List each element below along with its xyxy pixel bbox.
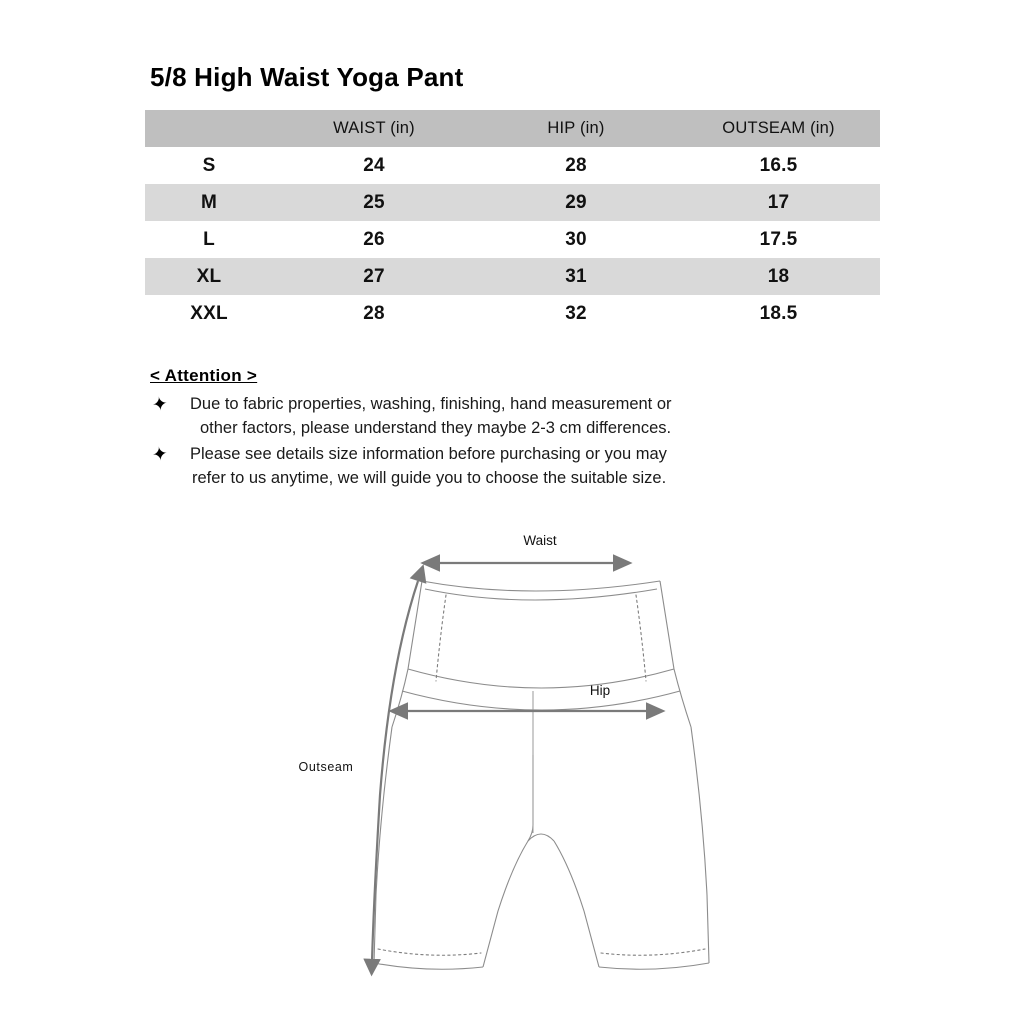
crotch-curve (528, 834, 554, 841)
attention-heading: < Attention > (150, 366, 258, 385)
cell-outseam: 16.5 (759, 154, 798, 176)
table-row (145, 221, 880, 258)
table-row (145, 258, 880, 295)
right-hem-stitch-dotted (601, 949, 705, 955)
table-header-row (145, 110, 880, 147)
stitch-details (378, 595, 705, 955)
waistband-top-edge (422, 581, 660, 591)
column-header-size (145, 110, 273, 147)
waist-label: Waist (523, 533, 557, 548)
right-outer-leg (691, 727, 709, 963)
outseam-measure-arrow (372, 581, 418, 961)
column-header-waist: WAIST (in) (333, 119, 415, 137)
cell-outseam: 17.5 (759, 228, 798, 250)
cell-outseam: 17 (767, 191, 790, 213)
yoga-pant-technical-drawing (250, 515, 770, 1005)
cell-hip: 30 (565, 228, 587, 250)
right-inseam (554, 841, 599, 967)
cell-hip: 31 (565, 265, 587, 287)
waistband-right-seam-dotted (636, 595, 646, 681)
right-side-seam-upper (660, 581, 691, 727)
cell-waist: 25 (363, 191, 385, 213)
cell-hip: 28 (565, 154, 587, 176)
cell-outseam: 18.5 (759, 302, 798, 324)
waistband-left-seam-dotted (436, 595, 446, 681)
column-header-hip: HIP (in) (547, 119, 605, 137)
size-table (145, 110, 880, 332)
cell-size: XL (196, 265, 222, 287)
size-table-body (145, 147, 880, 332)
waistband-bottom-edge (408, 669, 674, 688)
cell-hip: 32 (565, 302, 587, 324)
attention-note (150, 442, 850, 490)
outseam-label: Outseam (298, 760, 354, 774)
cell-hip: 29 (565, 191, 587, 213)
left-side-seam-upper (392, 581, 422, 727)
attention-note (150, 392, 850, 440)
left-hem-stitch-dotted (378, 949, 481, 955)
cell-size: S (202, 154, 216, 176)
cell-waist: 24 (363, 154, 385, 176)
cell-waist: 27 (363, 265, 385, 287)
attention-note-text (190, 392, 850, 440)
attention-note-line: other factors, please understand they maybe 2-3 cm differences. (200, 419, 672, 437)
cell-size: M (200, 191, 218, 213)
attention-note-line: refer to us anytime, we will guide you to choose the suitable size. (192, 469, 667, 487)
cell-waist: 26 (363, 228, 385, 250)
table-row (145, 295, 880, 332)
right-hem-edge (599, 963, 709, 969)
cell-waist: 28 (363, 302, 385, 324)
page-title: 5/8 High Waist Yoga Pant (150, 62, 464, 92)
left-hem-edge (374, 963, 483, 969)
attention-note-line: Due to fabric properties, washing, finishing, hand measurement or (190, 395, 672, 413)
left-inseam (483, 755, 533, 967)
garment-outline (374, 581, 709, 969)
size-table-header (145, 110, 880, 147)
table-row (145, 147, 880, 184)
cell-size: XXL (190, 302, 228, 324)
attention-block (150, 366, 850, 492)
cell-outseam: 18 (767, 265, 790, 287)
hip-yoke-curve (402, 691, 680, 710)
measurement-diagram (250, 515, 770, 1005)
hip-label: Hip (589, 683, 611, 698)
table-row (145, 184, 880, 221)
column-header-outseam: OUTSEAM (in) (722, 119, 835, 137)
attention-note-line: Please see details size information before purchasing or you may (190, 445, 667, 463)
cell-size: L (203, 228, 215, 250)
star-bullet-icon: ✦ (150, 393, 170, 417)
attention-note-text (190, 442, 850, 490)
star-bullet-icon: ✦ (150, 443, 170, 467)
